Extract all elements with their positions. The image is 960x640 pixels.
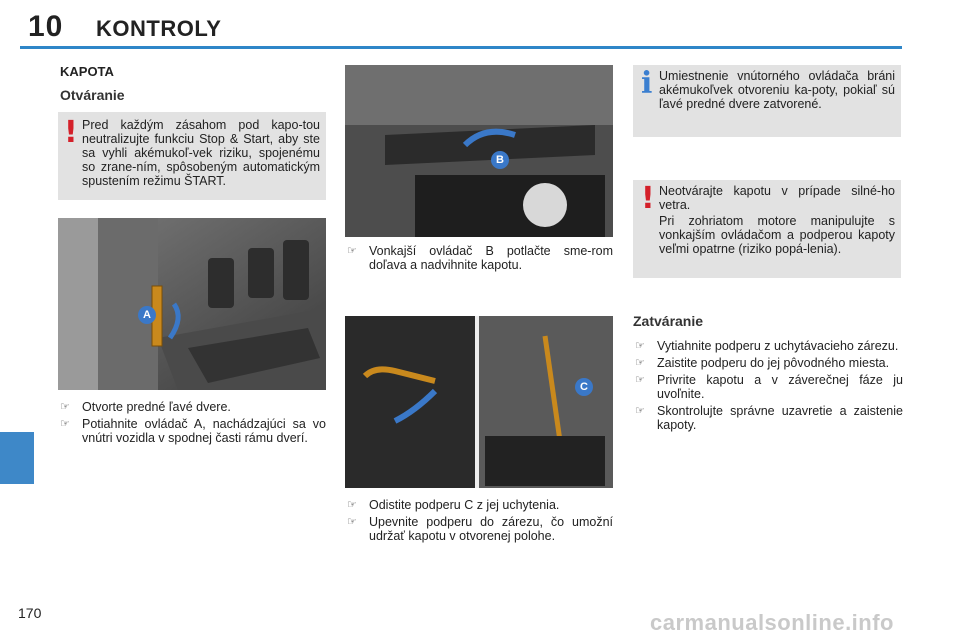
info-text: Umiestnenie vnútorného ovládača bráni akémukoľvek otvoreniu ka-poty, pokiaľ sú ľavé predné dvere zatvorené.: [659, 69, 895, 111]
pointing-hand-icon: ☞: [347, 245, 357, 257]
list-item: ☞ Otvorte predné ľavé dvere.: [60, 400, 231, 414]
marker-a: A: [138, 306, 156, 324]
section-title: KAPOTA: [60, 64, 114, 79]
list-item: ☞ Skontrolujte správne uzavretie a zaistenie kapoty.: [635, 404, 903, 432]
info-icon: i: [641, 66, 653, 101]
pointing-hand-icon: ☞: [60, 401, 70, 413]
pointing-hand-icon: ☞: [60, 418, 70, 430]
pointing-hand-icon: ☞: [347, 499, 357, 511]
opening-steps: [58, 400, 326, 448]
exterior-steps: [345, 244, 613, 275]
info-box: [633, 65, 901, 137]
pointing-hand-icon: ☞: [635, 374, 645, 386]
chapter-number: 10: [28, 10, 64, 43]
pointing-hand-icon: ☞: [635, 340, 645, 352]
pedals-illustration: [58, 218, 326, 390]
list-item: ☞ Upevnite podperu do zárezu, čo umožní udržať kapotu v otvorenej polohe.: [347, 515, 613, 543]
pedals-photo: [58, 218, 326, 390]
marker-b: B: [491, 151, 509, 169]
warning-text-left: Pred každým zásahom pod kapo-tou neutralizujte funkciu Stop & Start, aby ste sa vyhli akémukoľ-vek riziku, spojenému so zrane-ním, spôsobeným automatickým spustením režimu ŠTART.: [82, 118, 320, 188]
exterior-release-photo: [345, 65, 613, 237]
chapter-title: KONTROLY: [96, 16, 222, 41]
list-item: ☞ Zaistite podperu do jej pôvodného miesta.: [635, 356, 890, 370]
list-item: ☞ Privrite kapotu a v záverečnej fáze ju uvoľnite.: [635, 373, 903, 401]
support-steps: [345, 498, 613, 546]
exterior-release-illustration: [345, 65, 613, 237]
list-item: ☞ Odistite podperu C z jej uchytenia.: [347, 498, 560, 512]
warning-box-right: [633, 180, 901, 278]
marker-c: C: [575, 378, 593, 396]
list-item: ☞ Potiahnite ovládač A, nachádzajúci sa vo vnútri vozidla v spodnej časti rámu dverí.: [60, 417, 326, 445]
exclamation-icon: !: [64, 115, 78, 150]
pointing-hand-icon: ☞: [347, 516, 357, 528]
header-rule: [20, 46, 902, 49]
exclamation-icon: !: [641, 181, 655, 216]
closing-title: Zatváranie: [633, 313, 704, 329]
chapter-side-tab: [0, 432, 34, 484]
list-item: ☞ Vonkajší ovládač B potlačte sme-rom doľava a nadvihnite kapotu.: [347, 244, 613, 272]
page-number: 170: [18, 605, 42, 621]
closing-steps: [633, 339, 903, 435]
warning-text-right-2: Pri zohriatom motore manipulujte s vonkajším ovládačom a podperou kapoty veľmi opatrne (riziko popá-lenia).: [659, 214, 895, 256]
pointing-hand-icon: ☞: [635, 405, 645, 417]
support-rod-illustration: [345, 316, 613, 488]
warning-text-right-1: Neotvárajte kapotu v prípade silné-ho vetra.: [659, 184, 895, 212]
pointing-hand-icon: ☞: [635, 357, 645, 369]
support-rod-photo: [345, 316, 613, 488]
watermark: carmanualsonline.info: [650, 610, 894, 635]
list-item: ☞ Vytiahnite podperu z uchytávacieho zárezu.: [635, 339, 899, 353]
warning-box-left: [58, 112, 326, 200]
opening-title: Otváranie: [60, 87, 125, 103]
